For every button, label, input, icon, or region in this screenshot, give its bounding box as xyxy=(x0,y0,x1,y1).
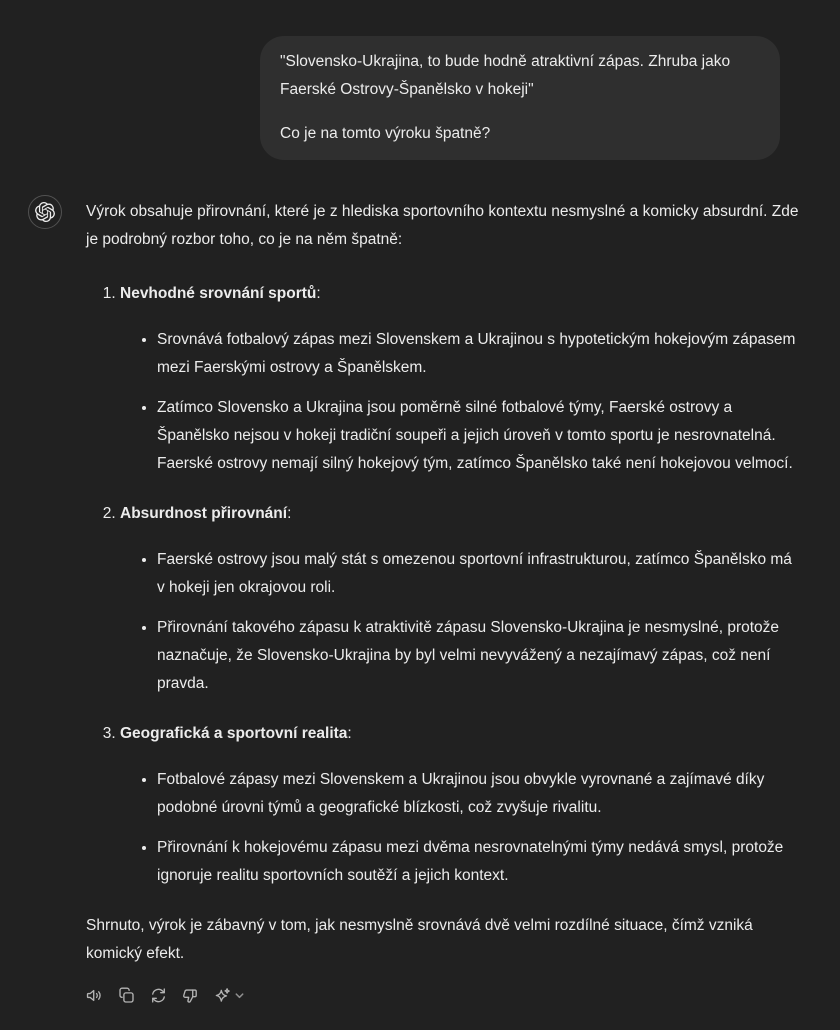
regenerate-button[interactable] xyxy=(145,982,172,1009)
assistant-numbered-list xyxy=(86,280,800,890)
section-2-bullets xyxy=(120,546,800,698)
list-item-1 xyxy=(120,280,800,478)
list-item-3 xyxy=(120,720,800,890)
bullet-item xyxy=(157,326,800,382)
user-message-paragraph-1: "Slovensko-Ukrajina, to bude hodně atraktivní zápas. Zhruba jako Faerské Ostrovy-Španělsko v hokeji" xyxy=(280,53,731,98)
user-message-bubble xyxy=(260,36,780,160)
copy-button[interactable] xyxy=(113,982,140,1009)
bullet-text: • Zatímco Slovensko a Ukrajina jsou poměrně silné fotbalové týmy, Faerské ostrovy a Španělsko nejsou v hokeji tradiční soupeři a jejich úroveň v tomto sportu je nesrovnatelná. Faerské ostrovy nemají silný hokejový tým, zatímco Španělsko také není hokejovou velmocí. xyxy=(157,399,793,472)
list-item-2 xyxy=(120,500,800,698)
section-2-heading-text: Absurdnost přirovnání xyxy=(120,505,288,522)
bullet-text: • Přirovnání takového zápasu k atraktivitě zápasu Slovensko-Ukrajina je nesmyslné, protože naznačuje, že Slovensko-Ukrajina by byl velmi nevyvážený a nezajímavý zápas, což není pravda. xyxy=(157,619,780,692)
change-model-button[interactable] xyxy=(209,982,249,1009)
assistant-message-row xyxy=(28,198,800,1009)
openai-logo-icon xyxy=(35,202,55,222)
section-3-heading-text: Geografická a sportovní realita xyxy=(120,725,348,742)
conversation xyxy=(0,36,840,1009)
regenerate-icon xyxy=(149,986,168,1005)
bullet-text: • Srovnává fotbalový zápas mezi Slovenskem a Ukrajinou s hypotetickým hokejovým zápasem mezi Faerskými ostrovy a Španělskem. xyxy=(157,331,796,376)
bullet-item xyxy=(157,546,800,602)
section-1-bullets xyxy=(120,326,800,478)
bullet-item xyxy=(157,614,800,698)
assistant-avatar xyxy=(28,195,62,229)
bullet-item xyxy=(157,766,800,822)
user-message-row xyxy=(28,36,800,160)
section-3-bullets xyxy=(120,766,800,890)
read-aloud-button[interactable] xyxy=(81,982,108,1009)
thumbs-down-button[interactable] xyxy=(177,982,204,1009)
section-1-heading-text: Nevhodné srovnání sportů xyxy=(120,285,317,302)
copy-icon xyxy=(117,986,136,1005)
assistant-message-content xyxy=(86,198,800,1009)
speaker-icon xyxy=(85,986,104,1005)
bullet-item xyxy=(157,394,800,478)
section-2-heading: 2. Absurdnost přirovnání: xyxy=(120,505,292,522)
message-action-bar xyxy=(81,982,800,1009)
user-message-paragraph-2: Co je na tomto výroku špatně? xyxy=(280,125,491,142)
section-3-heading: 3. Geografická a sportovní realita: xyxy=(120,725,352,742)
bullet-item xyxy=(157,834,800,890)
sparkle-icon xyxy=(213,986,232,1005)
section-1-heading: 1. Nevhodné srovnání sportů: xyxy=(120,285,321,302)
bullet-text: • Faerské ostrovy jsou malý stát s omezenou sportovní infrastrukturou, zatímco Španělsko má v hokeji jen okrajovou roli. xyxy=(157,551,792,596)
bullet-text: • Fotbalové zápasy mezi Slovenskem a Ukrajinou jsou obvykle vyrovnané a zajímavé díky podobné úrovni týmů a geografické blízkosti, což zvyšuje rivalitu. xyxy=(157,771,765,816)
assistant-outro-paragraph: Shrnuto, výrok je zábavný v tom, jak nesmyslně srovnává dvě velmi rozdílné situace, čímž vzniká komický efekt. xyxy=(86,917,753,962)
thumbs-down-icon xyxy=(181,986,200,1005)
assistant-intro-paragraph: Výrok obsahuje přirovnání, které je z hlediska sportovního kontextu nesmyslné a komicky absurdní. Zde je podrobný rozbor toho, co je na něm špatně: xyxy=(86,203,799,248)
chevron-down-icon xyxy=(234,990,245,1001)
bullet-text: • Přirovnání k hokejovému zápasu mezi dvěma nesrovnatelnými týmy nedává smysl, protože ignoruje realitu sportovních soutěží a jejich kontext. xyxy=(157,839,784,884)
